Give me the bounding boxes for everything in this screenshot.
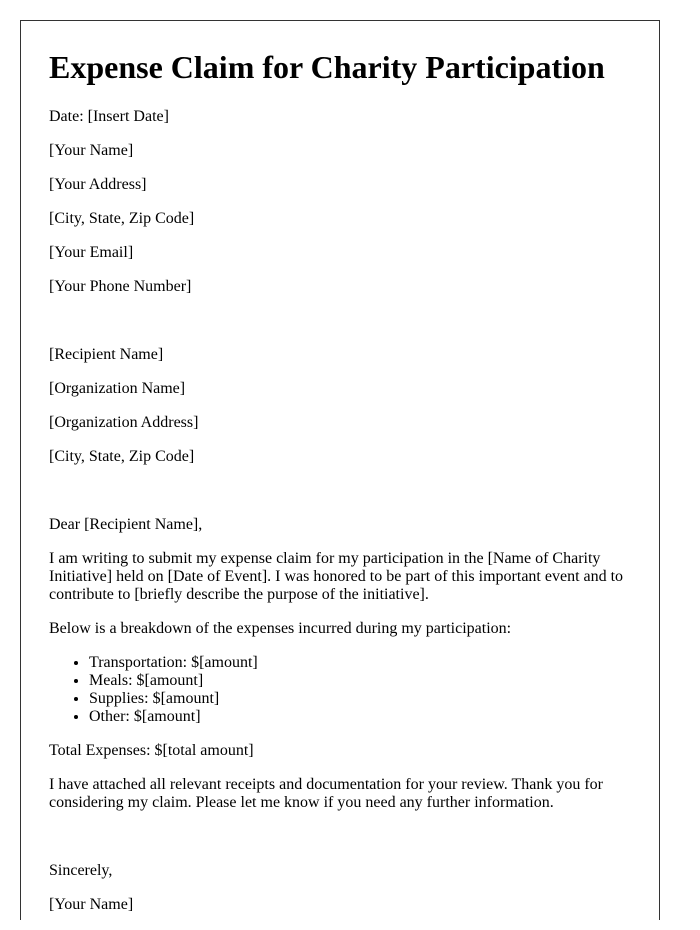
- recipient-name: [Recipient Name]: [49, 346, 164, 363]
- spacer: [49, 828, 629, 862]
- sender-address: [Your Address]: [49, 176, 147, 193]
- document-title: Expense Claim for Charity Participation: [49, 49, 605, 85]
- expense-item-supplies: • Supplies: $[amount]: [89, 690, 629, 708]
- recipient-city-state-zip: [City, State, Zip Code]: [49, 448, 195, 465]
- signoff: Sincerely,: [49, 862, 113, 879]
- expense-list: [49, 654, 629, 726]
- spacer: [49, 312, 629, 346]
- signature-name: [Your Name]: [49, 896, 134, 913]
- sender-city-state-zip: [City, State, Zip Code]: [49, 210, 195, 227]
- letter-content: [49, 108, 629, 930]
- date-line: Date: [Insert Date]: [49, 108, 169, 125]
- closing-paragraph: I have attached all relevant receipts and documentation for your review. Thank you for considering my claim. Please let me know if you need any further information.: [49, 776, 603, 811]
- breakdown-intro: Below is a breakdown of the expenses incurred during my participation:: [49, 620, 512, 637]
- intro-paragraph: I am writing to submit my expense claim for my participation in the [Name of Charity Initiative] held on [Date of Event]. I was honored to be part of this important event and to contribute to [briefly describe the purpose of the initiative].: [49, 550, 624, 603]
- total-expenses: Total Expenses: $[total amount]: [49, 742, 254, 759]
- salutation: Dear [Recipient Name],: [49, 516, 203, 533]
- recipient-organization-address: [Organization Address]: [49, 414, 199, 431]
- expense-item-other: • Other: $[amount]: [89, 708, 629, 726]
- sender-name: [Your Name]: [49, 142, 134, 159]
- spacer: [49, 482, 629, 516]
- sender-phone: [Your Phone Number]: [49, 278, 192, 295]
- recipient-organization: [Organization Name]: [49, 380, 186, 397]
- expense-item-transportation: • Transportation: $[amount]: [89, 654, 629, 672]
- letter-page: [20, 20, 660, 920]
- sender-email: [Your Email]: [49, 244, 134, 261]
- expense-item-meals: • Meals: $[amount]: [89, 672, 629, 690]
